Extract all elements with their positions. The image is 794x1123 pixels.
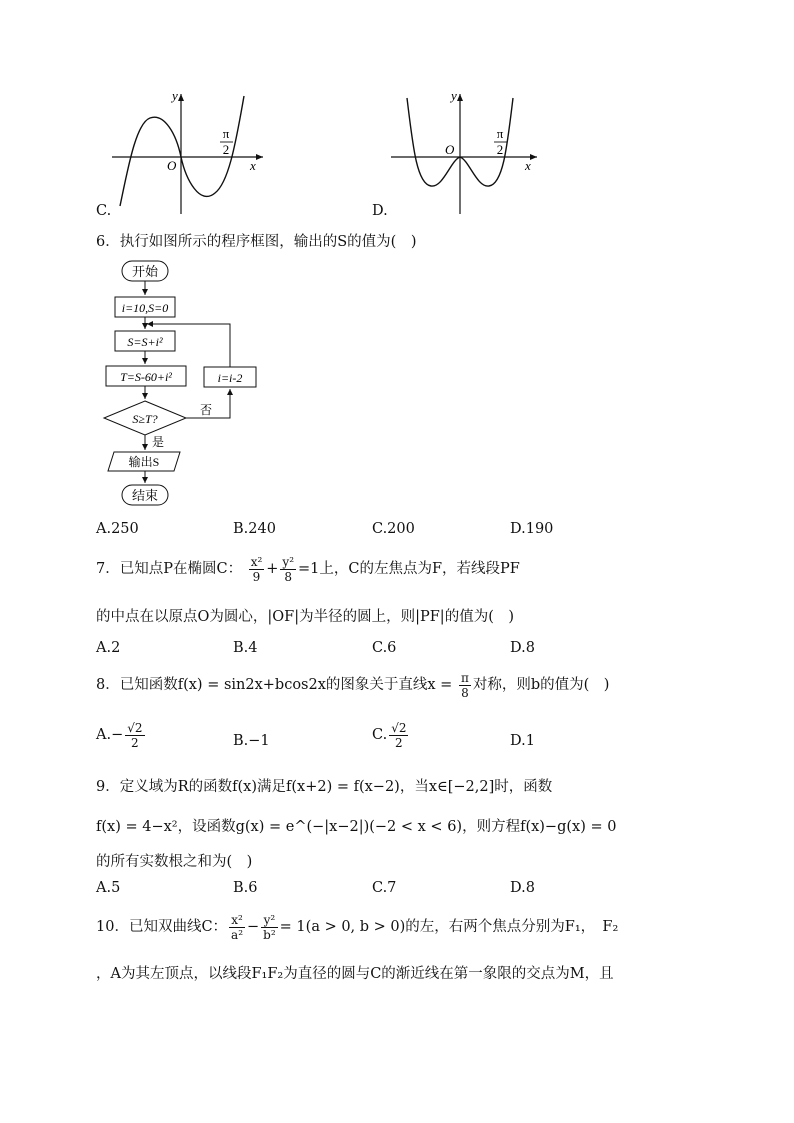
q8-option-b: B.−1 — [233, 733, 270, 749]
flow-no-label: 否 — [200, 403, 213, 417]
q7-text-a: 7．已知点P在椭圆C： — [96, 561, 243, 577]
q6-option-d: D.190 — [510, 521, 554, 537]
flow-condition-text: S≥T? — [132, 412, 158, 426]
q8-frac: $\frac{\pi}{8}$ — [460, 670, 469, 700]
q9-option-d: D.8 — [510, 880, 535, 896]
q9-option-a: A.5 — [96, 880, 121, 896]
flow-update-text: i=i-2 — [217, 371, 243, 385]
q9-option-b: B.6 — [233, 880, 258, 896]
q7-option-a: A.2 — [96, 640, 121, 656]
q6-option-a: A.250 — [96, 521, 139, 537]
q7-option-c: C.6 — [372, 640, 397, 656]
q7-option-b: B.4 — [233, 640, 258, 656]
q8-line: 8．已知函数f(x) = sin2x+bcos2x的图象关于直线x = $\frac{\pi}{8}$ 对称，则b的值为( ) — [96, 670, 610, 700]
x-label: x — [525, 158, 531, 173]
option-c-label: C. — [96, 203, 112, 219]
flow-step1-text: S=S+i² — [127, 335, 163, 349]
y-label: y — [451, 88, 457, 103]
pi-label: π — [222, 126, 230, 141]
two-label: 2 — [496, 142, 504, 157]
q6-option-c: C.200 — [372, 521, 415, 537]
q7-option-d: D.8 — [510, 640, 535, 656]
q10-frac1: $\frac{\text{x²}}{\text{a²}}$ — [231, 912, 244, 942]
y-label: y — [172, 88, 178, 103]
q9-line3: 的所有实数根之和为( ) — [96, 854, 253, 870]
flow-start-text: 开始 — [131, 264, 159, 279]
q9-option-c: C.7 — [372, 880, 397, 896]
q10-line2: ，A为其左顶点，以线段F₁F₂为直径的圆与C的渐近线在第一象限的交点为M，且 — [96, 966, 614, 982]
q7-frac1: $\frac{\text{x²}}{9}$ — [250, 554, 263, 584]
q6-option-b: B.240 — [233, 521, 276, 537]
q8-option-a: A.− $\frac{√2}{2}$ — [96, 720, 143, 750]
flow-yes-label: 是 — [152, 435, 165, 449]
flowchart — [100, 258, 270, 513]
q8-option-c: C. $\frac{√2}{2}$ — [372, 720, 407, 750]
q7-line2: 的中点在以原点O为圆心，|OF|为半径的圆上，则|PF|的值为( ) — [96, 609, 515, 625]
q10-line1: 10．已知双曲线C： $\frac{\text{x²}}{\text{a²}}$ − $\frac{\text{y²}}{\text{b²}}$ = 1(a > 0, b > 0)的左，右两个焦点分别为F₁， F₂ — [96, 912, 619, 942]
q7-frac2: $\frac{\text{y²}}{8}$ — [282, 554, 295, 584]
graph-option-d — [385, 88, 545, 218]
x-axis-arrow — [256, 154, 263, 160]
flow-end-text: 结束 — [131, 488, 159, 503]
graph-option-c — [100, 88, 270, 218]
two-label: 2 — [222, 142, 230, 157]
x-axis-arrow — [530, 154, 537, 160]
y-axis-arrow — [457, 94, 463, 101]
x-label: x — [250, 158, 256, 173]
origin-label: O — [445, 142, 455, 157]
flow-output-text: 输出S — [128, 455, 160, 469]
flow-step2-text: T=S-60+i² — [120, 370, 172, 384]
q7-line1: 7．已知点P在椭圆C： $\frac{\text{x²}}{9}$ + $\frac{\text{y²}}{8}$ =1上，C的左焦点为F，若线段PF — [96, 554, 520, 584]
q9-line1: 9．定义域为R的函数f(x)满足f(x+2) = f(x−2)，当x∈[−2,2]时，函数 — [96, 779, 553, 795]
q10-frac2: $\frac{\text{y²}}{\text{b²}}$ — [263, 912, 276, 942]
origin-label: O — [167, 158, 177, 173]
option-d-label: D. — [372, 203, 388, 219]
q9-line2: f(x) = 4−x²，设函数g(x) = e^(−|x−2|)(−2 < x < 6)，则方程f(x)−g(x) = 0 — [96, 819, 617, 835]
pi-label: π — [496, 126, 504, 141]
flow-init-text: i=10,S=0 — [121, 301, 169, 315]
q8-option-d: D.1 — [510, 733, 535, 749]
q7-text-b: =1上，C的左焦点为F，若线段PF — [298, 561, 520, 577]
y-axis-arrow — [178, 94, 184, 101]
q6-stem: 6．执行如图所示的程序框图，输出的S的值为( ) — [96, 234, 417, 250]
